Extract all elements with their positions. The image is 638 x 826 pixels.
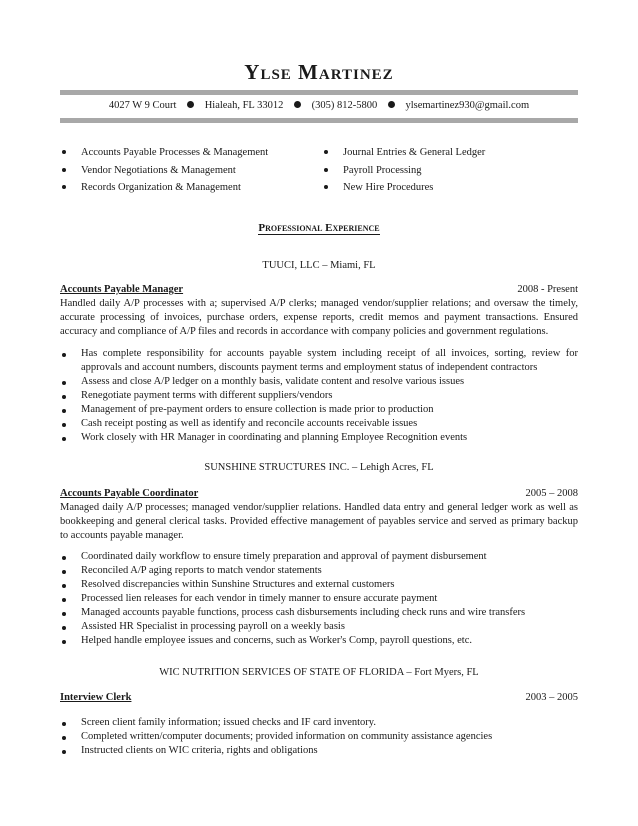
bullet-icon <box>62 150 66 154</box>
bullet-icon <box>62 640 66 644</box>
candidate-name: Ylse Martinez <box>244 60 394 84</box>
job-title-line <box>60 284 578 295</box>
skills-right-column <box>322 144 572 197</box>
skill-item: Payroll Processing <box>322 162 572 180</box>
list-item: Resolved discrepancies within Sunshine Structures and external customers <box>60 578 578 592</box>
bullet-icon <box>62 750 66 754</box>
bullet-icon <box>62 381 66 385</box>
bullet-icon <box>62 423 66 427</box>
skills-left-column <box>60 144 320 197</box>
bullet-icon <box>62 437 66 441</box>
bullet-icon <box>62 626 66 630</box>
job-bullets <box>60 347 578 445</box>
list-item: Helped handle employee issues and concerns, such as Worker's Comp, payroll questions, etc. <box>60 634 578 648</box>
list-item: Renegotiate payment terms with different suppliers/vendors <box>60 389 578 403</box>
separator-dot-icon <box>294 101 301 108</box>
skill-item: Vendor Negotiations & Management <box>60 162 320 180</box>
bullet-icon <box>62 395 66 399</box>
skill-item: Accounts Payable Processes & Management <box>60 144 320 162</box>
section-heading: Professional Experience <box>258 222 380 234</box>
header-rule-bottom <box>60 118 578 123</box>
employer-line: WIC NUTRITION SERVICES OF STATE OF FLORIDA – Fort Myers, FL <box>159 667 479 678</box>
skill-item: Records Organization & Management <box>60 179 320 197</box>
bullet-icon <box>62 168 66 172</box>
bullet-icon <box>62 185 66 189</box>
bullet-icon <box>62 598 66 602</box>
employer-line: TUUCI, LLC – Miami, FL <box>262 260 376 271</box>
job-bullets <box>60 716 578 758</box>
contact-city: Hialeah, FL 33012 <box>204 100 284 111</box>
job-title-line <box>60 488 578 499</box>
employer-line: SUNSHINE STRUCTURES INC. – Lehigh Acres, FL <box>204 462 434 473</box>
job-description: Managed daily A/P processes; managed vendor/supplier relations. Handled data entry and general ledger work as well as bookkeeping and general clerical tasks. Provided effective management of payables service and served as primary backup to accounts payable manager. <box>60 502 578 541</box>
list-item: Coordinated daily workflow to ensure timely preparation and approval of payment disbursement <box>60 550 578 564</box>
job-dates: 2003 – 2005 <box>525 692 578 703</box>
bullet-icon <box>324 168 328 172</box>
list-item: Work closely with HR Manager in coordinating and planning Employee Recognition events <box>60 431 578 445</box>
bullet-icon <box>324 150 328 154</box>
contact-address: 4027 W 9 Court <box>108 100 177 111</box>
bullet-icon <box>62 570 66 574</box>
bullet-icon <box>324 185 328 189</box>
list-item: Instructed clients on WIC criteria, rights and obligations <box>60 744 578 758</box>
skill-item: New Hire Procedures <box>322 179 572 197</box>
job-title: Interview Clerk <box>60 692 132 703</box>
header-rule-top <box>60 90 578 95</box>
bullet-icon <box>62 584 66 588</box>
contact-phone: (305) 812-5800 <box>311 100 378 111</box>
list-item: Screen client family information; issued checks and IF card inventory. <box>60 716 578 730</box>
list-item: Management of pre-payment orders to ensure collection is made prior to production <box>60 403 578 417</box>
list-item: Cash receipt posting as well as identify and reconcile accounts receivable issues <box>60 417 578 431</box>
job-dates: 2005 – 2008 <box>525 488 578 499</box>
bullet-icon <box>62 736 66 740</box>
job-bullets <box>60 550 578 648</box>
job-title-line <box>60 692 578 703</box>
list-item: Has complete responsibility for accounts payable system including receipt of all invoices, sorting, review for approvals and account numbers, discounts payment terms and employment status of independent contractors <box>60 347 578 375</box>
list-item: Processed lien releases for each vendor in timely manner to ensure accurate payment <box>60 592 578 606</box>
list-item: Assess and close A/P ledger on a monthly basis, validate content and resolve various issues <box>60 375 578 389</box>
contact-line <box>0 100 638 111</box>
job-description: Handled daily A/P processes with a; supervised A/P clerks; managed vendor/supplier relations; and oversaw the timely, accurate processing of invoices, purchase orders, expense reports, credit memos and payment transactions. Ensured accuracy and compliance of A/P files and records in accordance with company policies and government regulations. <box>60 298 578 337</box>
contact-email: ylsemartinez930@gmail.com <box>405 100 530 111</box>
skill-item: Journal Entries & General Ledger <box>322 144 572 162</box>
bullet-icon <box>62 409 66 413</box>
job-title: Accounts Payable Coordinator <box>60 488 199 499</box>
job-title: Accounts Payable Manager <box>60 284 184 295</box>
bullet-icon <box>62 556 66 560</box>
list-item: Managed accounts payable functions, process cash disbursements including check runs and wire transfers <box>60 606 578 620</box>
bullet-icon <box>62 722 66 726</box>
list-item: Reconciled A/P aging reports to match vendor statements <box>60 564 578 578</box>
list-item: Assisted HR Specialist in processing payroll on a weekly basis <box>60 620 578 634</box>
job-dates: 2008 - Present <box>517 284 578 295</box>
separator-dot-icon <box>187 101 194 108</box>
separator-dot-icon <box>388 101 395 108</box>
bullet-icon <box>62 353 66 357</box>
bullet-icon <box>62 612 66 616</box>
list-item: Completed written/computer documents; provided information on community assistance agencies <box>60 730 578 744</box>
